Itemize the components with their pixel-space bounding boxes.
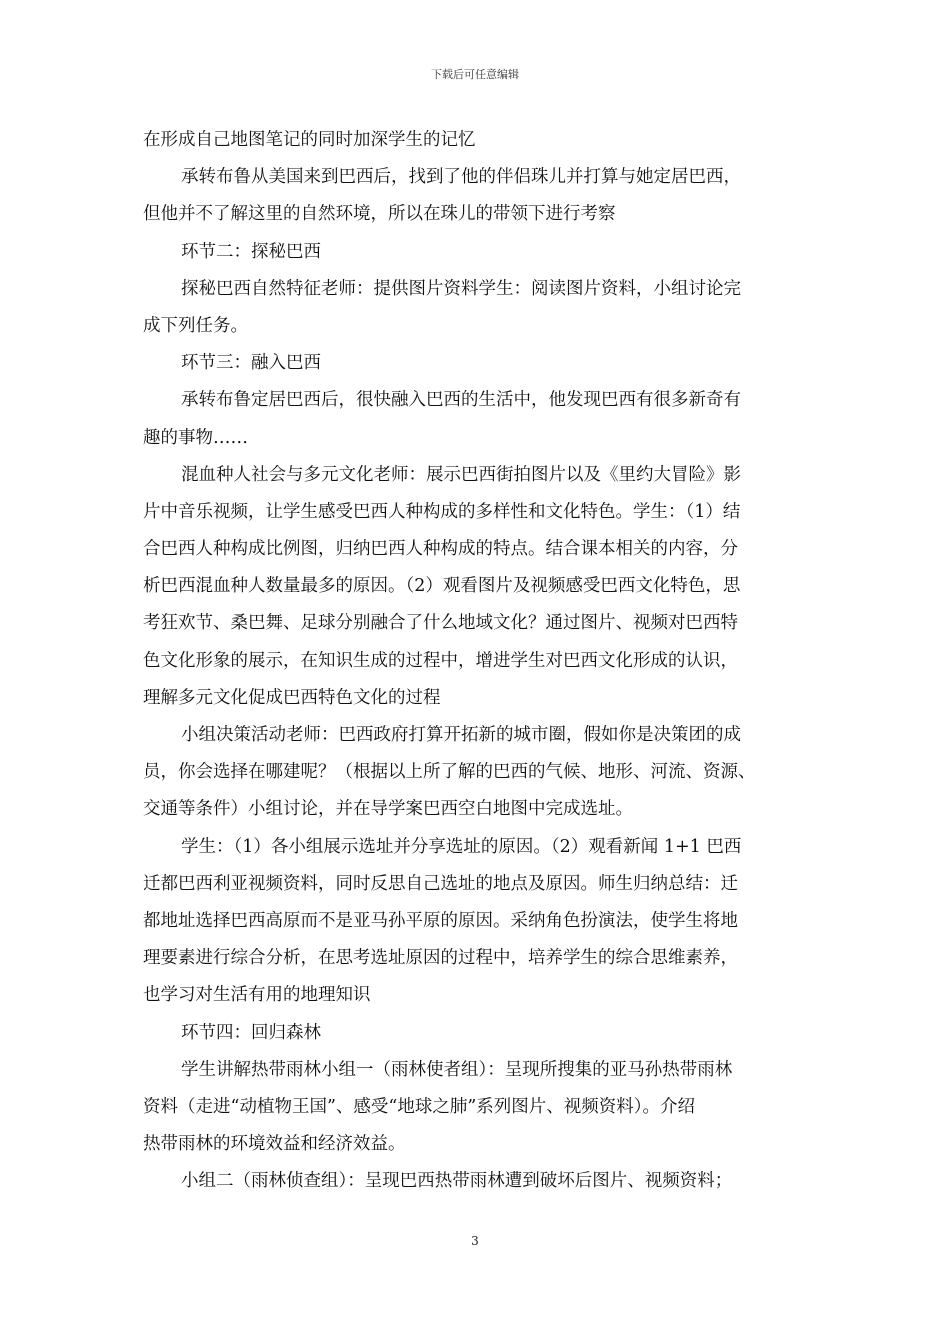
- page-number: 3: [471, 1234, 479, 1248]
- text-line: 理解多元文化促成巴西特色文化的过程: [143, 687, 441, 708]
- section-heading: 环节四：回归森林: [181, 1022, 321, 1043]
- text-line: 热带雨林的环境效益和经济效益。: [143, 1134, 406, 1155]
- text-line: 资料（走进“动植物王国”、感受“地球之肺”系列图片、视频资料）。介绍: [143, 1096, 696, 1117]
- text-line: 析巴西混血种人数量最多的原因。（2）观看图片及视频感受巴西文化特色，思: [143, 576, 741, 597]
- document-body: [143, 122, 813, 1200]
- text-line: 都地址选择巴西高原而不是亚马孙平原的原因。采纳角色扮演法，使学生将地: [143, 910, 738, 931]
- text-line: 趣的事物……: [143, 427, 248, 448]
- text-line: 成下列任务。: [143, 315, 248, 336]
- text-line: 色文化形象的展示，在知识生成的过程中，增进学生对巴西文化形成的认识，: [143, 650, 738, 671]
- text-line: 学生讲解热带雨林小组一（雨林使者组）：呈现所搜集的亚马孙热带雨林: [181, 1059, 733, 1080]
- text-line: 员，你会选择在哪建呢？（根据以上所了解的巴西的气候、地形、河流、资源、: [143, 762, 756, 783]
- text-line: 探秘巴西自然特征老师：提供图片资料学生：阅读图片资料，小组讨论完: [181, 278, 741, 299]
- text-line: 迁都巴西利亚视频资料，同时反思自己选址的地点及原因。师生归纳总结：迁: [143, 873, 738, 894]
- text-line: 承转布鲁从美国来到巴西后，找到了他的伴侣珠儿并打算与她定居巴西，: [181, 167, 741, 188]
- text-line: 学生：（1）各小组展示选址并分享选址的原因。（2）观看新闻 1+1 巴西: [181, 836, 742, 857]
- text-line: 也学习对生活有用的地理知识: [143, 985, 371, 1006]
- text-line: 片中音乐视频，让学生感受巴西人种构成的多样性和文化特色。学生：（1）结: [143, 501, 741, 522]
- text-line: 交通等条件）小组讨论，并在导学案巴西空白地图中完成选址。: [143, 799, 633, 820]
- section-heading: 环节二：探秘巴西: [181, 241, 321, 262]
- text-line: 但他并不了解这里的自然环境，所以在珠儿的带领下进行考察: [143, 204, 616, 225]
- text-line: 小组决策活动老师：巴西政府打算开拓新的城市圈，假如你是决策团的成: [181, 725, 741, 745]
- text-line: 理要素进行综合分析，在思考选址原因的过程中，培养学生的综合思维素养，: [143, 948, 738, 969]
- text-line: 小组二（雨林侦查组）：呈现巴西热带雨林遭到破坏后图片、视频资料；: [181, 1171, 733, 1192]
- text-line: 混血种人社会与多元文化老师：展示巴西街拍图片以及《里约大冒险》影: [181, 464, 741, 485]
- text-line: 合巴西人种构成比例图，归纳巴西人种构成的特点。结合课本相关的内容，分: [143, 539, 738, 560]
- section-heading: 环节三：融入巴西: [181, 353, 321, 374]
- page-header: 下载后可任意编辑: [431, 68, 519, 81]
- text-line: 承转布鲁定居巴西后，很快融入巴西的生活中，他发现巴西有很多新奇有: [181, 390, 741, 411]
- text-line: 在形成自己地图笔记的同时加深学生的记忆: [143, 130, 476, 150]
- text-line: 考狂欢节、桑巴舞、足球分别融合了什么地域文化？通过图片、视频对巴西特: [143, 613, 738, 634]
